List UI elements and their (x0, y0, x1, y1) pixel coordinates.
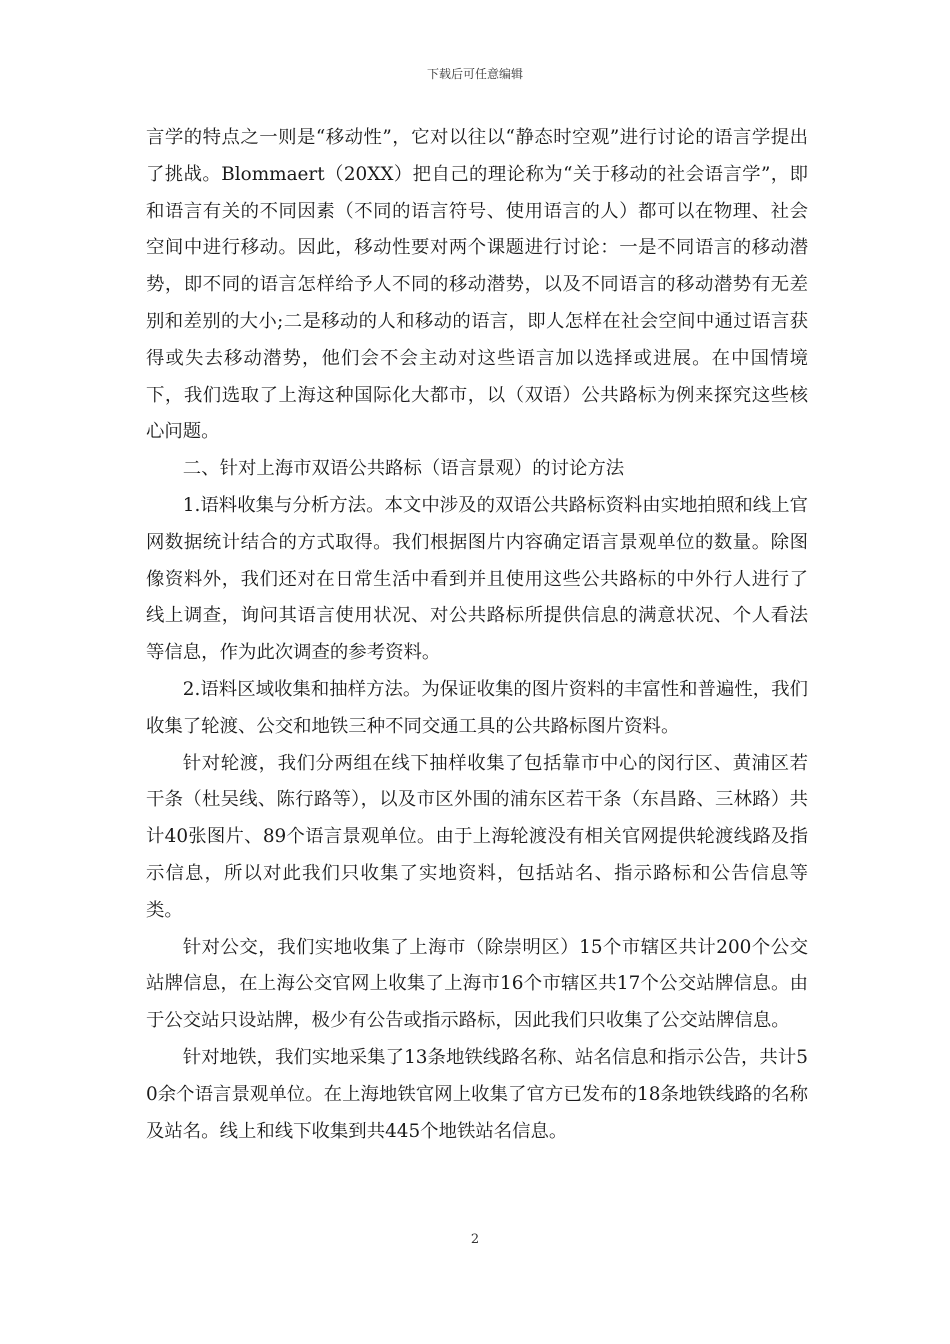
page-header: 下载后可任意编辑 (426, 67, 523, 81)
paragraph-bus: 针对公交，我们实地收集了上海市（除崇明区）15个市辖区共计200个公交站牌信息，在上海公交官网上收集了上海市16个市辖区共17个公交站牌信息。由于公交站只设站牌，极少有公告或指示路标，因此我们只收集了公交站牌信息。 (146, 936, 808, 1032)
paragraph-continuation: 言学的特点之一则是“移动性”，它对以往以“静态时空观”进行讨论的语言学提出了挑战。Blommaert（20XX）把自己的理论称为“关于移动的社会语言学”，即和语言有关的不同因素（不同的语言符号、使用语言的人）都可以在物理、社会空间中进行移动。因此，移动性要对两个课题进行讨论：一是不同语言的移动潜势，即不同的语言怎样给予人不同的移动潜势，以及不同语言的移动潜势有无差别和差别的大小;二是移动的人和移动的语言，即人怎样在社会空间中通过语言获得或失去移动潜势，他们会不会主动对这些语言加以选择或进展。在中国情境下，我们选取了上海这种国际化大都市，以（双语）公共路标为例来探究这些核心问题。 (146, 127, 808, 443)
document-body (146, 120, 808, 1150)
page-number: 2 (470, 1232, 480, 1247)
paragraph-metro: 针对地铁，我们实地采集了13条地铁线路名称、站名信息和指示公告，共计50余个语言景观单位。在上海地铁官网上收集了官方已发布的18条地铁线路的名称及站名。线上和线下收集到共445个地铁站名信息。 (146, 1046, 808, 1142)
paragraph-ferry: 针对轮渡，我们分两组在线下抽样收集了包括靠市中心的闵行区、黄浦区若干条（杜吴线、陈行路等），以及市区外围的浦东区若干条（东昌路、三林路）共计40张图片、89个语言景观单位。由于上海轮渡没有相关官网提供轮渡线路及指示信息，所以对此我们只收集了实地资料，包括站名、指示路标和公告信息等类。 (146, 752, 808, 921)
paragraph-method-2: 2.语料区域收集和抽样方法。为保证收集的图片资料的丰富性和普遍性，我们收集了轮渡、公交和地铁三种不同交通工具的公共路标图片资料。 (146, 678, 808, 737)
section-heading: 二、针对上海市双语公共路标（语言景观）的讨论方法 (182, 458, 625, 480)
paragraph-method-1: 1.语料收集与分析方法。本文中涉及的双语公共路标资料由实地拍照和线上官网数据统计结合的方式取得。我们根据图片内容确定语言景观单位的数量。除图像资料外，我们还对在日常生活中看到并且使用这些公共路标的中外行人进行了线上调查，询问其语言使用状况、对公共路标所提供信息的满意状况、个人看法等信息，作为此次调查的参考资料。 (146, 494, 808, 664)
